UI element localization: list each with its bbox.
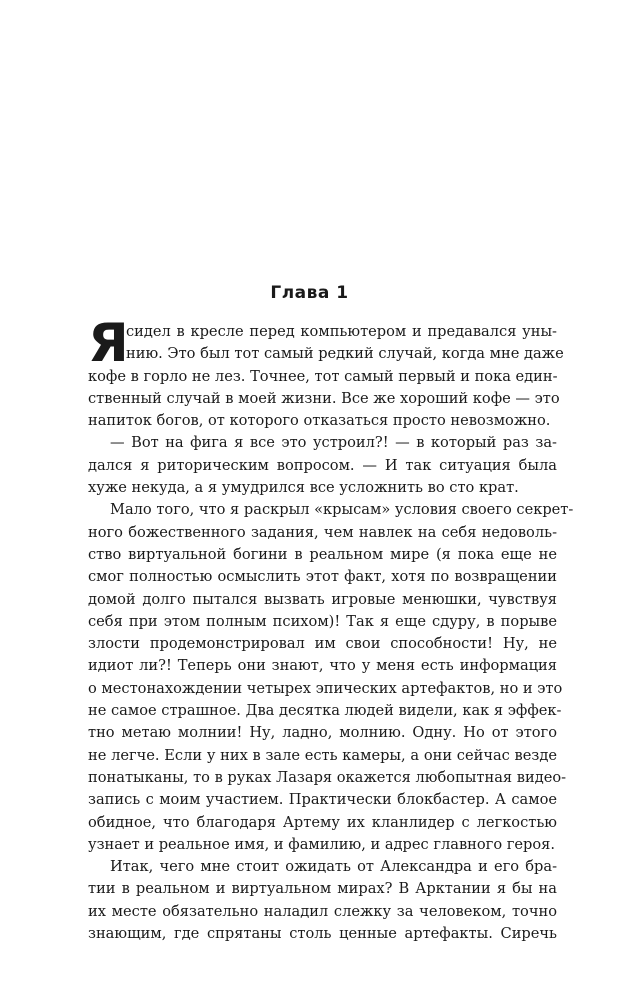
text-line: — Вот на фига я все это устроил?! — в который раз за- — [110, 434, 557, 452]
text-line: обидное, что благодаря Артему их кланлидер с легкостью — [88, 813, 557, 831]
text-line: хуже некуда, а я умудрился все усложнить во сто крат. — [88, 479, 519, 497]
text-line: о местонахождении четырех эпических артефактов, но и это — [88, 679, 563, 697]
text-line: себя при этом полным психом)! Так я еще сдуру, в порыве — [88, 612, 557, 630]
text-line: не легче. Если у них в зале есть камеры, а они сейчас везде — [88, 746, 557, 764]
text-line: Мало того, что я раскрыл «крысам» условия своего секрет- — [110, 501, 574, 519]
text-line: идиот ли?! Теперь они знают, что у меня есть информация — [88, 657, 557, 675]
text-line: не самое страшное. Два десятка людей видели, как я эффек- — [88, 702, 562, 720]
text-line: знающим, где спрятаны столь ценные артефакты. Сиречь — [88, 925, 557, 943]
text-line: тии в реальном и виртуальном мирах? В Арктании я бы на — [88, 880, 557, 898]
text-line: запись с моим участием. Практически блокбастер. А самое — [88, 791, 557, 809]
text-line: злости продемонстрировал им свои способности! Ну, не — [88, 635, 557, 653]
text-line: кофе в горло не лез. Точнее, тот самый первый и пока един- — [88, 367, 558, 385]
body-text — [88, 313, 574, 945]
text-line: понатыканы, то в руках Лазаря окажется любопытная видео- — [88, 768, 567, 786]
text-line: ственный случай в моей жизни. Все же хороший кофе — это — [88, 389, 560, 407]
text-line: сидел в кресле перед компьютером и предавался уны- — [126, 323, 557, 340]
text-line: смог полностью осмыслить этот факт, хотя по возвращении — [88, 568, 557, 586]
text-line: домой долго пытался вызвать игровые менюшки, чувствуя — [88, 590, 557, 608]
chapter-title: Глава 1 — [270, 283, 349, 303]
drop-cap-letter: Я — [88, 313, 129, 374]
text-line: узнает и реальное имя, и фамилию, и адрес главного героя. — [88, 835, 555, 853]
text-line: тно метаю молнии! Ну, ладно, молнию. Одну. Но от этого — [88, 724, 557, 742]
text-line: Итак, чего мне стоит ожидать от Александра и его бра- — [110, 858, 557, 876]
text-line: ство виртуальной богини в реальном мире (я пока еще не — [88, 545, 557, 563]
text-line: напиток богов, от которого отказаться просто невозможно. — [88, 412, 551, 430]
text-line: нию. Это был тот самый редкий случай, когда мне даже — [126, 345, 564, 363]
text-line: дался я риторическим вопросом. — И так ситуация была — [88, 456, 557, 474]
text-line: ного божественного задания, чем навлек на себя недоволь- — [88, 523, 557, 541]
text-line: их месте обязательно наладил слежку за человеком, точно — [88, 902, 557, 920]
